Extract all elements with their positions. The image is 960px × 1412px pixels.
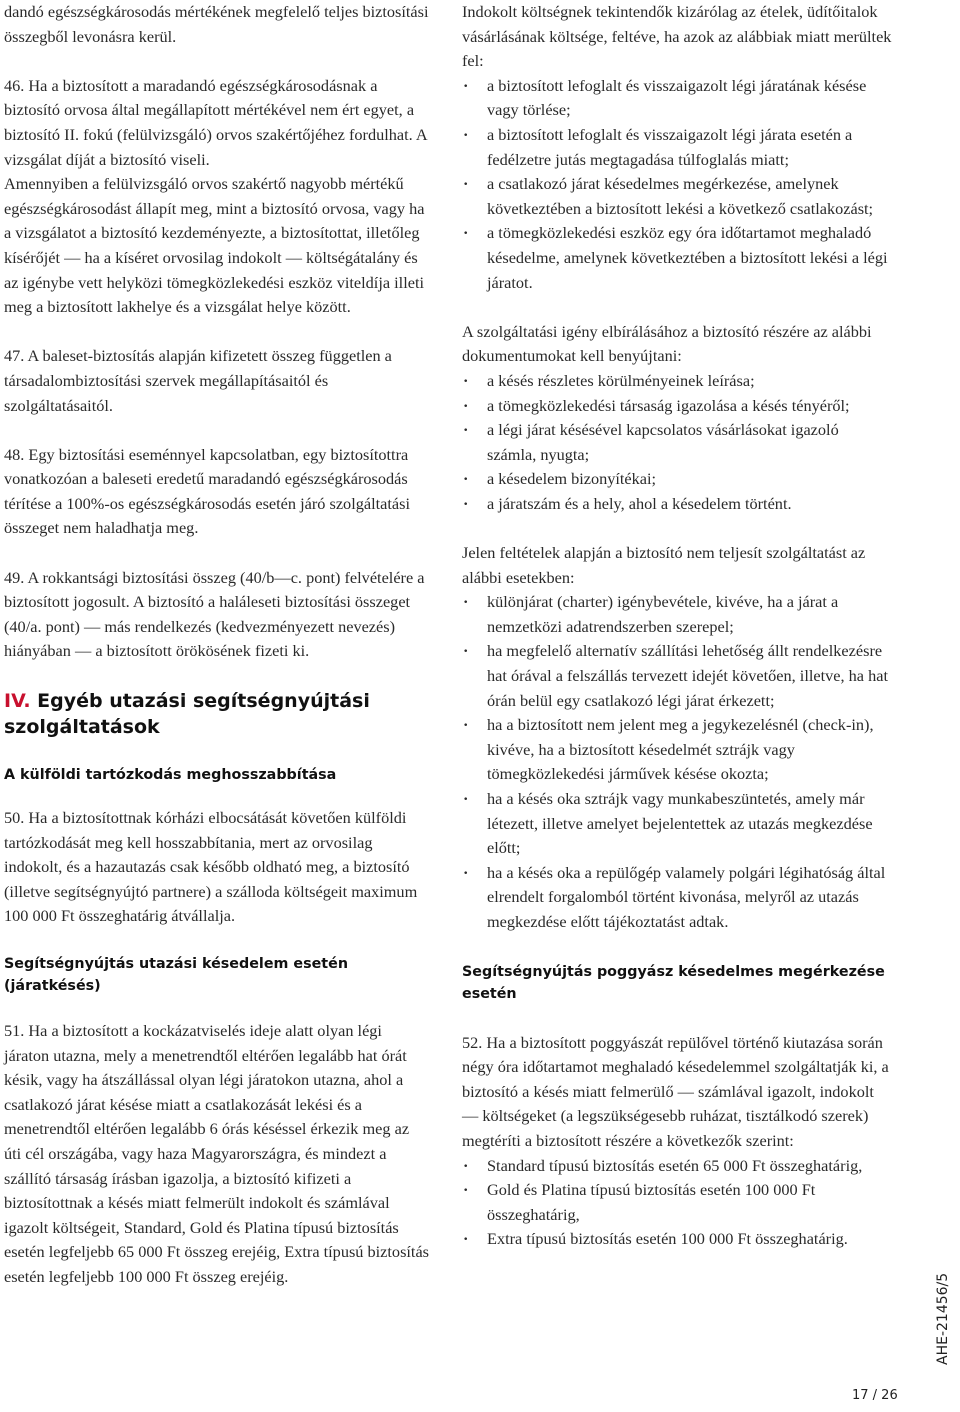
chapter-number: IV.: [4, 690, 31, 713]
right-column: [462, 0, 892, 1252]
paragraph-50: 50. Ha a biztosítottnak kórházi elbocsátását követően külföldi tartózkodását meg kell hosszabbítania, mert az orvosilag indokolt, és a hazautazás csak később oldható meg, a biztosító (illetve segítségnyújtó partnere) a szálloda költségeit maximum 100 000 Ft összeghatárig átvállalja.: [4, 808, 418, 926]
list-item: · a biztosított lefoglalt és visszaigazolt légi járata esetén a fedélzetre jutás megtagadása túlfoglalás miatt;: [462, 123, 892, 172]
paragraph-52: 52. Ha a biztosított poggyászát repülővel történő kiutazása során négy óra időtartamot meghaladó késedelemmel szolgáltatják ki, a biztosító a késés miatt felmerülő — számlával igazolt, indokolt — költségeket (a legszükségesebb ruházat, tisztálkodó szerek) megtéríti a biztosított részére a következők szerint:: [462, 1032, 889, 1150]
paragraph-48: 48. Egy biztosítási eseménnyel kapcsolatban, egy biztosítottra vonatkozóan a baleseti eredetű maradandó egészségkárosodás térítése a 100%-os egészségkárosodás esetén járó szolgáltatási összeget nem haladhatja meg.: [4, 444, 410, 538]
paragraph-46: 46. Ha a biztosított a maradandó egészségkárosodásnak a biztosító orvosa által megállapított mértékével nem ért egyet, a biztosító II. fokú (felülvizsgáló) orvos szakértőjéhez fordulhat. A vizsgálat díját a biztosító viseli.: [4, 75, 427, 169]
paragraph-47: 47. A baleset-biztosítás alapján kifizetett összeg független a társadalombiztosítási szervek megállapításaitól és szolgáltatásaitól.: [4, 346, 392, 415]
list-item: · a csatlakozó járat késedelmes megérkezése, amelynek következtében a biztosított lekési a következő csatlakozást;: [462, 172, 892, 221]
list-item: · a késedelem bizonyítékai;: [462, 467, 892, 492]
list-item: · ha megfelelő alternatív szállítási lehetőség állt rendelkezésre hat órával a felszállás tervezett idejét követően, illetve, ha hat órán belül egy csatlakozó légi járat érkezett;: [462, 639, 892, 713]
list-item: · a légi járat késésével kapcsolatos vásárlásokat igazoló számla, nyugta;: [462, 418, 892, 467]
paragraph-49: 49. A rokkantsági biztosítási összeg (40/b—c. pont) felvételére a biztosított jogosult. A biztosító a haláleseti biztosítási összeget (40/a. pont) — más rendelkezés (kedvezményezett nevezés) hiányában — a biztosított örökösének fizeti ki.: [4, 567, 425, 661]
page-number: 17 / 26: [852, 1388, 898, 1403]
exclusions-intro: Jelen feltételek alapján a biztosító nem teljesít szolgáltatást az alábbi esetekben:: [462, 543, 866, 587]
list-item: · a járatszám és a hely, ahol a késedelem történt.: [462, 492, 892, 517]
list-item: · különjárat (charter) igénybevétele, kivéve, ha a járat a nemzetközi adatrendszerben szerepel;: [462, 590, 892, 639]
list-item: · Standard típusú biztosítás esetén 65 000 Ft összeghatárig,: [462, 1154, 892, 1179]
documents-intro: A szolgáltatási igény elbírálásához a biztosító részére az alábbi dokumentumokat kell benyújtani:: [462, 321, 872, 366]
chapter-heading: [4, 688, 429, 740]
chapter-title: Egyéb utazási segítségnyújtási szolgáltatások: [4, 690, 370, 739]
list-item: · a biztosított lefoglalt és visszaigazolt légi járatának késése vagy törlése;: [462, 74, 892, 123]
list-item: · a tömegközlekedési eszköz egy óra időtartamot meghaladó késedelme, amelynek következtében a biztosított lekési a légi járatot.: [462, 221, 892, 295]
list-item: · ha a késés oka sztrájk vagy munkabeszüntetés, amely már létezett, illetve amelyet bejelentettek az utazás megkezdése előtt;: [462, 787, 892, 861]
paragraph-46-continued: Amennyiben a felülvizsgáló orvos szakértő nagyobb mértékű egészségkárosodást állapít meg, mint a biztosító orvosa, vagy ha a vizsgálatot a biztosító kezdeményezte, a biztosítottat, illetőleg kísérőjét — ha a kíséret orvosilag indokolt — költségátalány és az igénybe vett helyközi tömegközlekedési eszköz viteldíja illeti meg a biztosított lakhelye és a vizsgálat helye között.: [4, 174, 425, 317]
eligible-costs-list: [462, 74, 892, 295]
list-item: · Extra típusú biztosítás esetén 100 000 Ft összeghatárig.: [462, 1227, 892, 1252]
exclusions-list: [462, 590, 892, 934]
baggage-limits-list: [462, 1154, 892, 1252]
subheading-flight-delay: Segítségnyújtás utazási késedelem esetén (járatkésés): [4, 956, 349, 994]
list-item: · ha a késés oka a repülőgép valamely polgári légihatóság által elrendelt forgalomból történt kivonása, melyről az utazás megkezdése előtt tájékoztatást adtak.: [462, 861, 892, 935]
paragraph-45-end: dandó egészségkárosodás mértékének megfelelő teljes biztosítási összegből levonásra kerül.: [4, 2, 429, 46]
list-item: · ha a biztosított nem jelent meg a jegykezelésnél (check-in), kivéve, ha a biztosított késedelmét sztrájk vagy tömegközlekedési járművek késése okozta;: [462, 713, 892, 787]
eligible-costs-intro: Indokolt költségnek tekintendők kizárólag az ételek, üdítőitalok vásárlásának költsége, feltéve, ha azok az alábbiak miatt merültek fel:: [462, 2, 892, 71]
list-item: · a tömegközlekedési társaság igazolása a késés tényéről;: [462, 394, 892, 419]
document-code: AHE-21456/5: [935, 1272, 951, 1365]
subheading-stay-extension: A külföldi tartózkodás meghosszabbítása: [4, 767, 337, 784]
subheading-baggage-delay: Segítségnyújtás poggyász késedelmes megérkezése esetén: [462, 963, 885, 1002]
list-item: · Gold és Platina típusú biztosítás esetén 100 000 Ft összeghatárig,: [462, 1178, 892, 1227]
list-item: · a késés részletes körülményeinek leírása;: [462, 369, 892, 394]
left-column: [4, 0, 429, 1290]
documents-list: [462, 369, 892, 517]
paragraph-51: 51. Ha a biztosított a kockázatviselés ideje alatt olyan légi járaton utazna, mely a menetrendtől eltérően legalább hat órát késik, vagy ha átszállással olyan légi járatokon utazna, ahol a csatlakozó járat késése miatt a csatlakozását lekési és a menetrendtől eltérően legalább 6 órás késéssel érkezik meg az úti cél országába, vagy haza Magyarországra, és mindezt a szállító társaság írásban igazolja, a biztosító kifizeti a biztosítottnak a késés miatt felmerült indokolt és számlával igazolt költségeit, Standard, Gold és Platina típusú biztosítás esetén legfeljebb 65 000 Ft összeg erejéig, Extra típusú biztosítás esetén legfeljebb 100 000 Ft összeg erejéig.: [4, 1021, 430, 1286]
